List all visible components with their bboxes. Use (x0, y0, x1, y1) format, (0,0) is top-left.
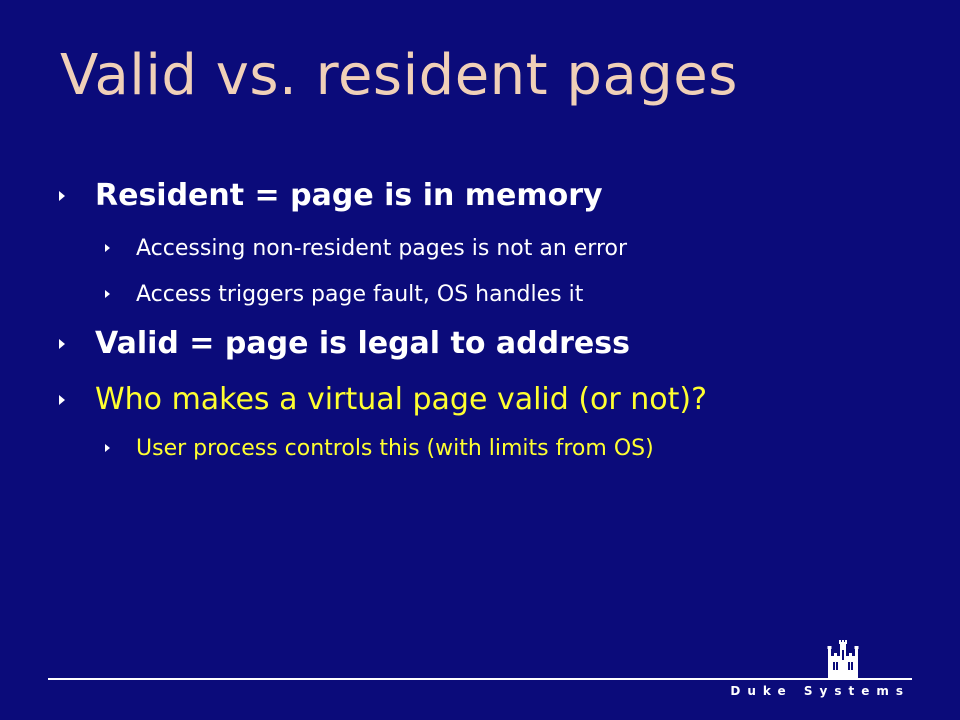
bullet-arrow-icon (59, 191, 65, 201)
bullet-text: Accessing non-resident pages is not an error (136, 236, 628, 261)
bullet-text: Resident = page is in memory (95, 178, 603, 213)
bullet-text: Who makes a virtual page valid (or not)? (95, 382, 708, 417)
bullet-text: Valid = page is legal to address (95, 326, 630, 361)
bullet-text: Access triggers page fault, OS handles it (136, 282, 584, 307)
footer-divider (48, 678, 912, 680)
bullet-arrow-icon (105, 244, 110, 252)
bullet-arrow-icon (59, 395, 65, 405)
bullet-arrow-icon (105, 290, 110, 298)
bullet-arrow-icon (105, 444, 110, 452)
bullet-arrow-icon (59, 339, 65, 349)
chapel-icon (826, 640, 860, 678)
footer-brand: Duke Systems (730, 684, 910, 698)
bullet-text: User process controls this (with limits from OS) (136, 436, 654, 461)
slide-title: Valid vs. resident pages (60, 43, 738, 108)
